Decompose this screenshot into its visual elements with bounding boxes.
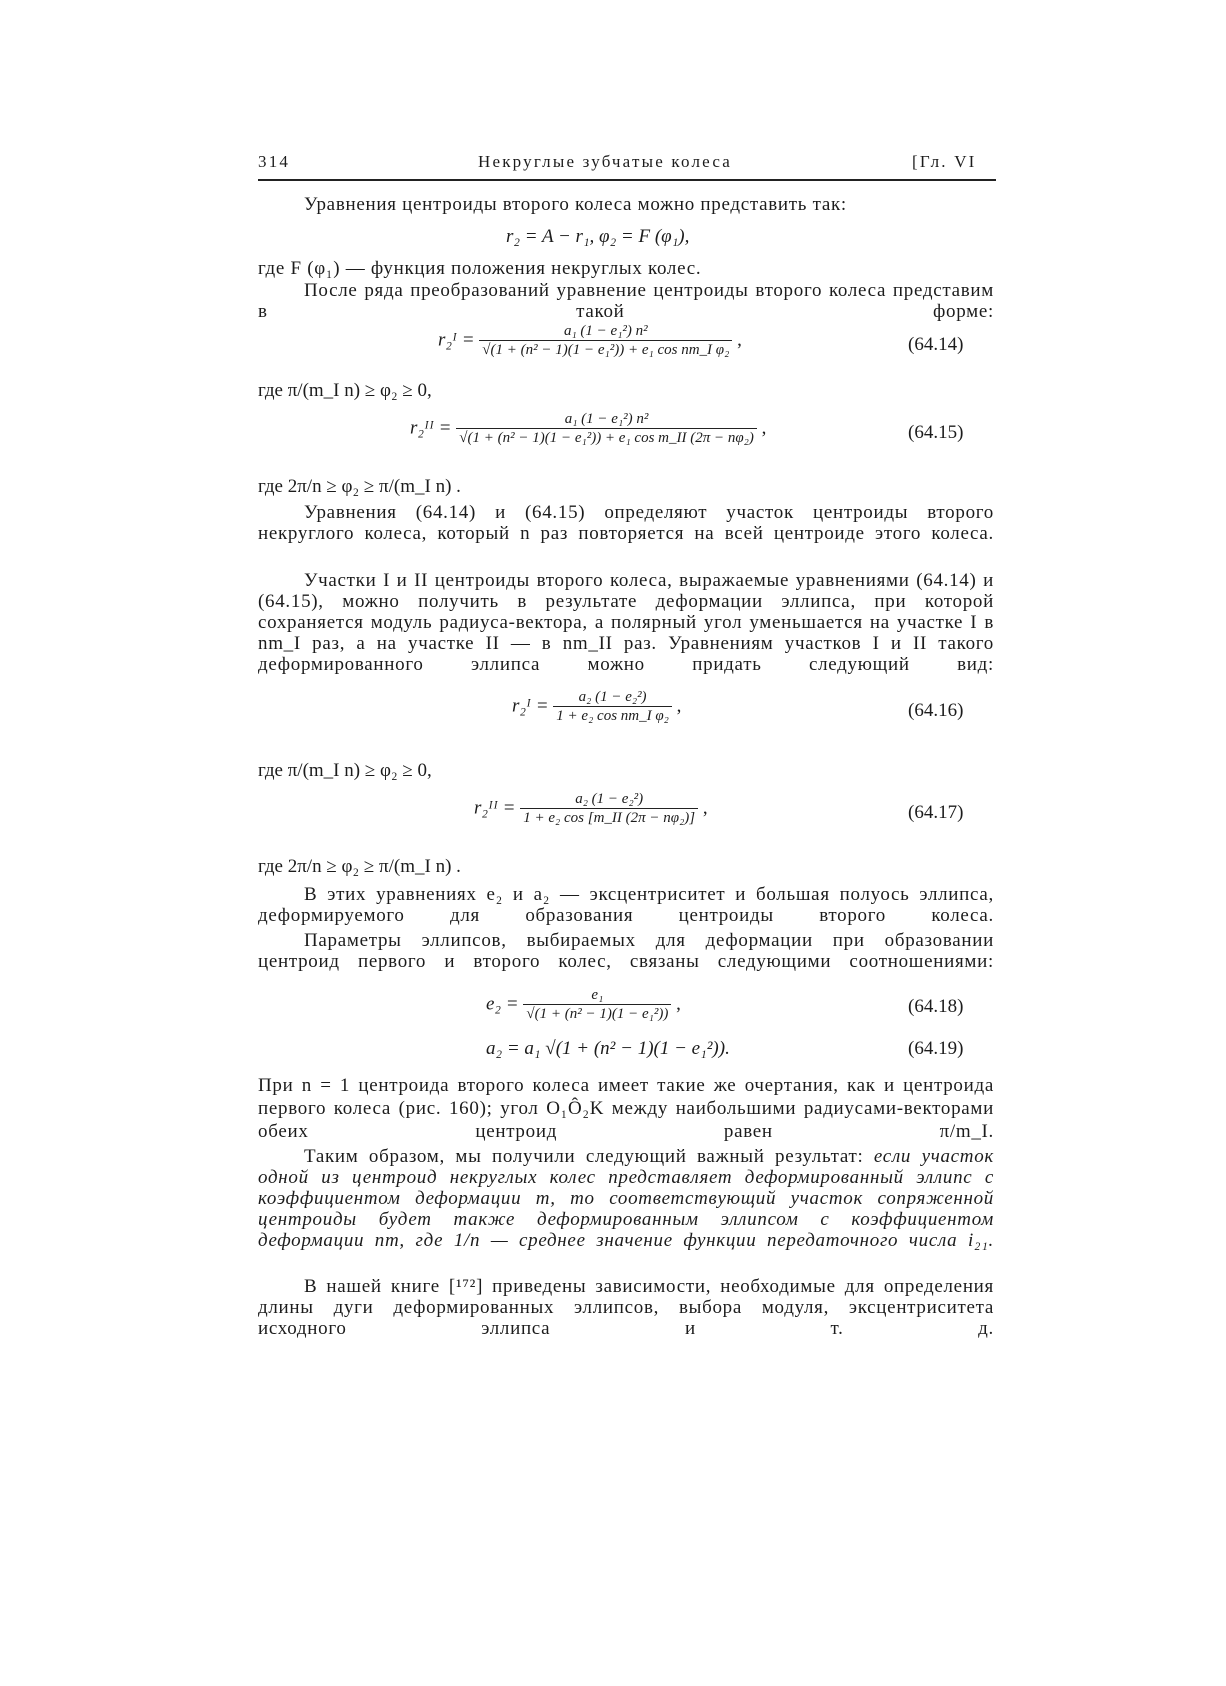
eq14-denominator: √(1 + (n² − 1)(1 − e₁²)) + e₁ cos nm_I φ₂	[479, 340, 732, 359]
result-lead: Таким образом, мы получили следующий важный результат:	[304, 1146, 864, 1167]
equation-number-64-14: (64.14)	[908, 334, 964, 355]
equation-64-17	[474, 790, 708, 827]
chapter-label: [Гл. VI	[912, 152, 977, 171]
eq16-numerator: a₂ (1 − e₂²)	[578, 689, 647, 705]
paragraph-intro: Уравнения центроиды второго колеса можно представить так:	[304, 194, 847, 215]
eq16-comma: ,	[676, 695, 682, 717]
condition-64-17: где 2π/n ≥ φ₂ ≥ π/(m_I n) .	[258, 856, 461, 877]
eq18-denominator: √(1 + (n² − 1)(1 − e₁²))	[523, 1004, 671, 1023]
eq16-denominator: 1 + e₂ cos nm_I φ₂	[553, 706, 672, 725]
paragraph-transform: После ряда преобразований уравнение центроиды второго колеса представим в такой форме:	[258, 280, 994, 322]
equation-r2: r₂ = A − r₁, φ₂ = F (φ₁),	[506, 226, 690, 247]
equation-64-19: a₂ = a₁ √(1 + (n² − 1)(1 − e₁²)).	[486, 1038, 730, 1059]
eq15-denominator: √(1 + (n² − 1)(1 − e₁²)) + e₁ cos m_II (2π − nφ₂)	[456, 428, 757, 447]
eq17-lhs: r₂ᴵᴵ =	[474, 797, 516, 819]
eq15-numerator: a₁ (1 − e₁²) n²	[564, 411, 649, 427]
equation-number-64-19: (64.19)	[908, 1038, 964, 1059]
equation-64-15	[410, 410, 766, 447]
eq18-lhs: e₂ =	[486, 993, 519, 1015]
paragraph-n-equals-one: При n = 1 центроида второго колеса имеет такие же очертания, как и центроида первого колеса (рис. 160); угол O₁Ô₂K между наибольшими радиусами-векторами обеих центроид равен π/m_I.	[258, 1075, 994, 1142]
eq14-comma: ,	[737, 329, 742, 351]
equation-number-64-16: (64.16)	[908, 700, 964, 721]
paragraph-reference: В нашей книге [¹⁷²] приведены зависимости, необходимые для определения длины дуги деформированных эллипсов, выбора модуля, эксцентриситета исходного эллипса и т. д.	[258, 1276, 994, 1339]
equation-64-14	[438, 322, 742, 359]
eq18-numerator: e₁	[591, 987, 604, 1003]
eq18-comma: ,	[676, 993, 681, 1015]
equation-64-16	[512, 688, 681, 725]
paragraph-segment: Уравнения (64.14) и (64.15) определяют участок центроиды второго некруглого колеса, который n раз повторяется на всей центроиде этого колеса.	[258, 502, 994, 544]
result-theorem: если участок одной из центроид некруглых колес представляет деформированный эллипс с коэффициентом деформации m, то соответствующий участок сопряженной центроиды будет также деформированным эллипсом с коэффициентом деформации nm, где 1/n — среднее значение функции передаточного числа i₂₁.	[258, 1146, 995, 1251]
equation-number-64-17: (64.17)	[908, 802, 964, 823]
condition-64-16: где π/(m_I n) ≥ φ₂ ≥ 0,	[258, 760, 432, 781]
eq16-lhs: r₂ᴵ =	[512, 695, 549, 717]
eq17-numerator: a₂ (1 − e₂²)	[575, 791, 644, 807]
paragraph-deformation: Участки I и II центроиды второго колеса, выражаемые уравнениями (64.14) и (64.15), можно получить в результате деформации эллипса, при которой сохраняется модуль радиуса-вектора, а полярный угол уменьшается на участке I в nm_I раз, а на участке II — в nm_II раз. Уравнениям участков I и II такого деформированного эллипса можно придать следующий вид:	[258, 570, 994, 675]
eq17-denominator: 1 + e₂ cos [m_II (2π − nφ₂)]	[520, 808, 698, 827]
header-rule	[258, 179, 996, 181]
eq14-numerator: a₁ (1 − e₁²) n²	[563, 323, 648, 339]
eq15-comma: ,	[761, 417, 767, 439]
eq14-lhs: r₂ᴵ =	[438, 329, 475, 351]
page-number: 314	[258, 152, 291, 171]
eq16-fraction	[553, 688, 672, 725]
paragraph-eccentricity: В этих уравнениях e₂ и a₂ — эксцентриситет и большая полуось эллипса, деформируемого для образования центроиды второго колеса.	[258, 884, 994, 926]
condition-64-14: где π/(m_I n) ≥ φ₂ ≥ 0,	[258, 380, 432, 401]
equation-number-64-18: (64.18)	[908, 996, 964, 1017]
eq14-fraction	[479, 322, 732, 359]
eq17-fraction	[520, 790, 698, 827]
running-title: Некруглые зубчатые колеса	[478, 152, 733, 171]
paragraph-function: где F (φ₁) — функция положения некруглых колес.	[258, 258, 702, 279]
paragraph-parameters: Параметры эллипсов, выбираемых для деформации при образовании центроид первого и второго колес, связаны следующими соотношениями:	[258, 930, 994, 972]
condition-64-15: где 2π/n ≥ φ₂ ≥ π/(m_I n) .	[258, 476, 461, 497]
eq15-fraction	[456, 410, 757, 447]
eq15-lhs: r₂ᴵᴵ =	[410, 417, 452, 439]
eq18-fraction	[523, 986, 671, 1023]
equation-64-18	[486, 986, 681, 1023]
equation-number-64-15: (64.15)	[908, 422, 964, 443]
eq17-comma: ,	[702, 797, 708, 819]
paragraph-result	[258, 1146, 994, 1251]
